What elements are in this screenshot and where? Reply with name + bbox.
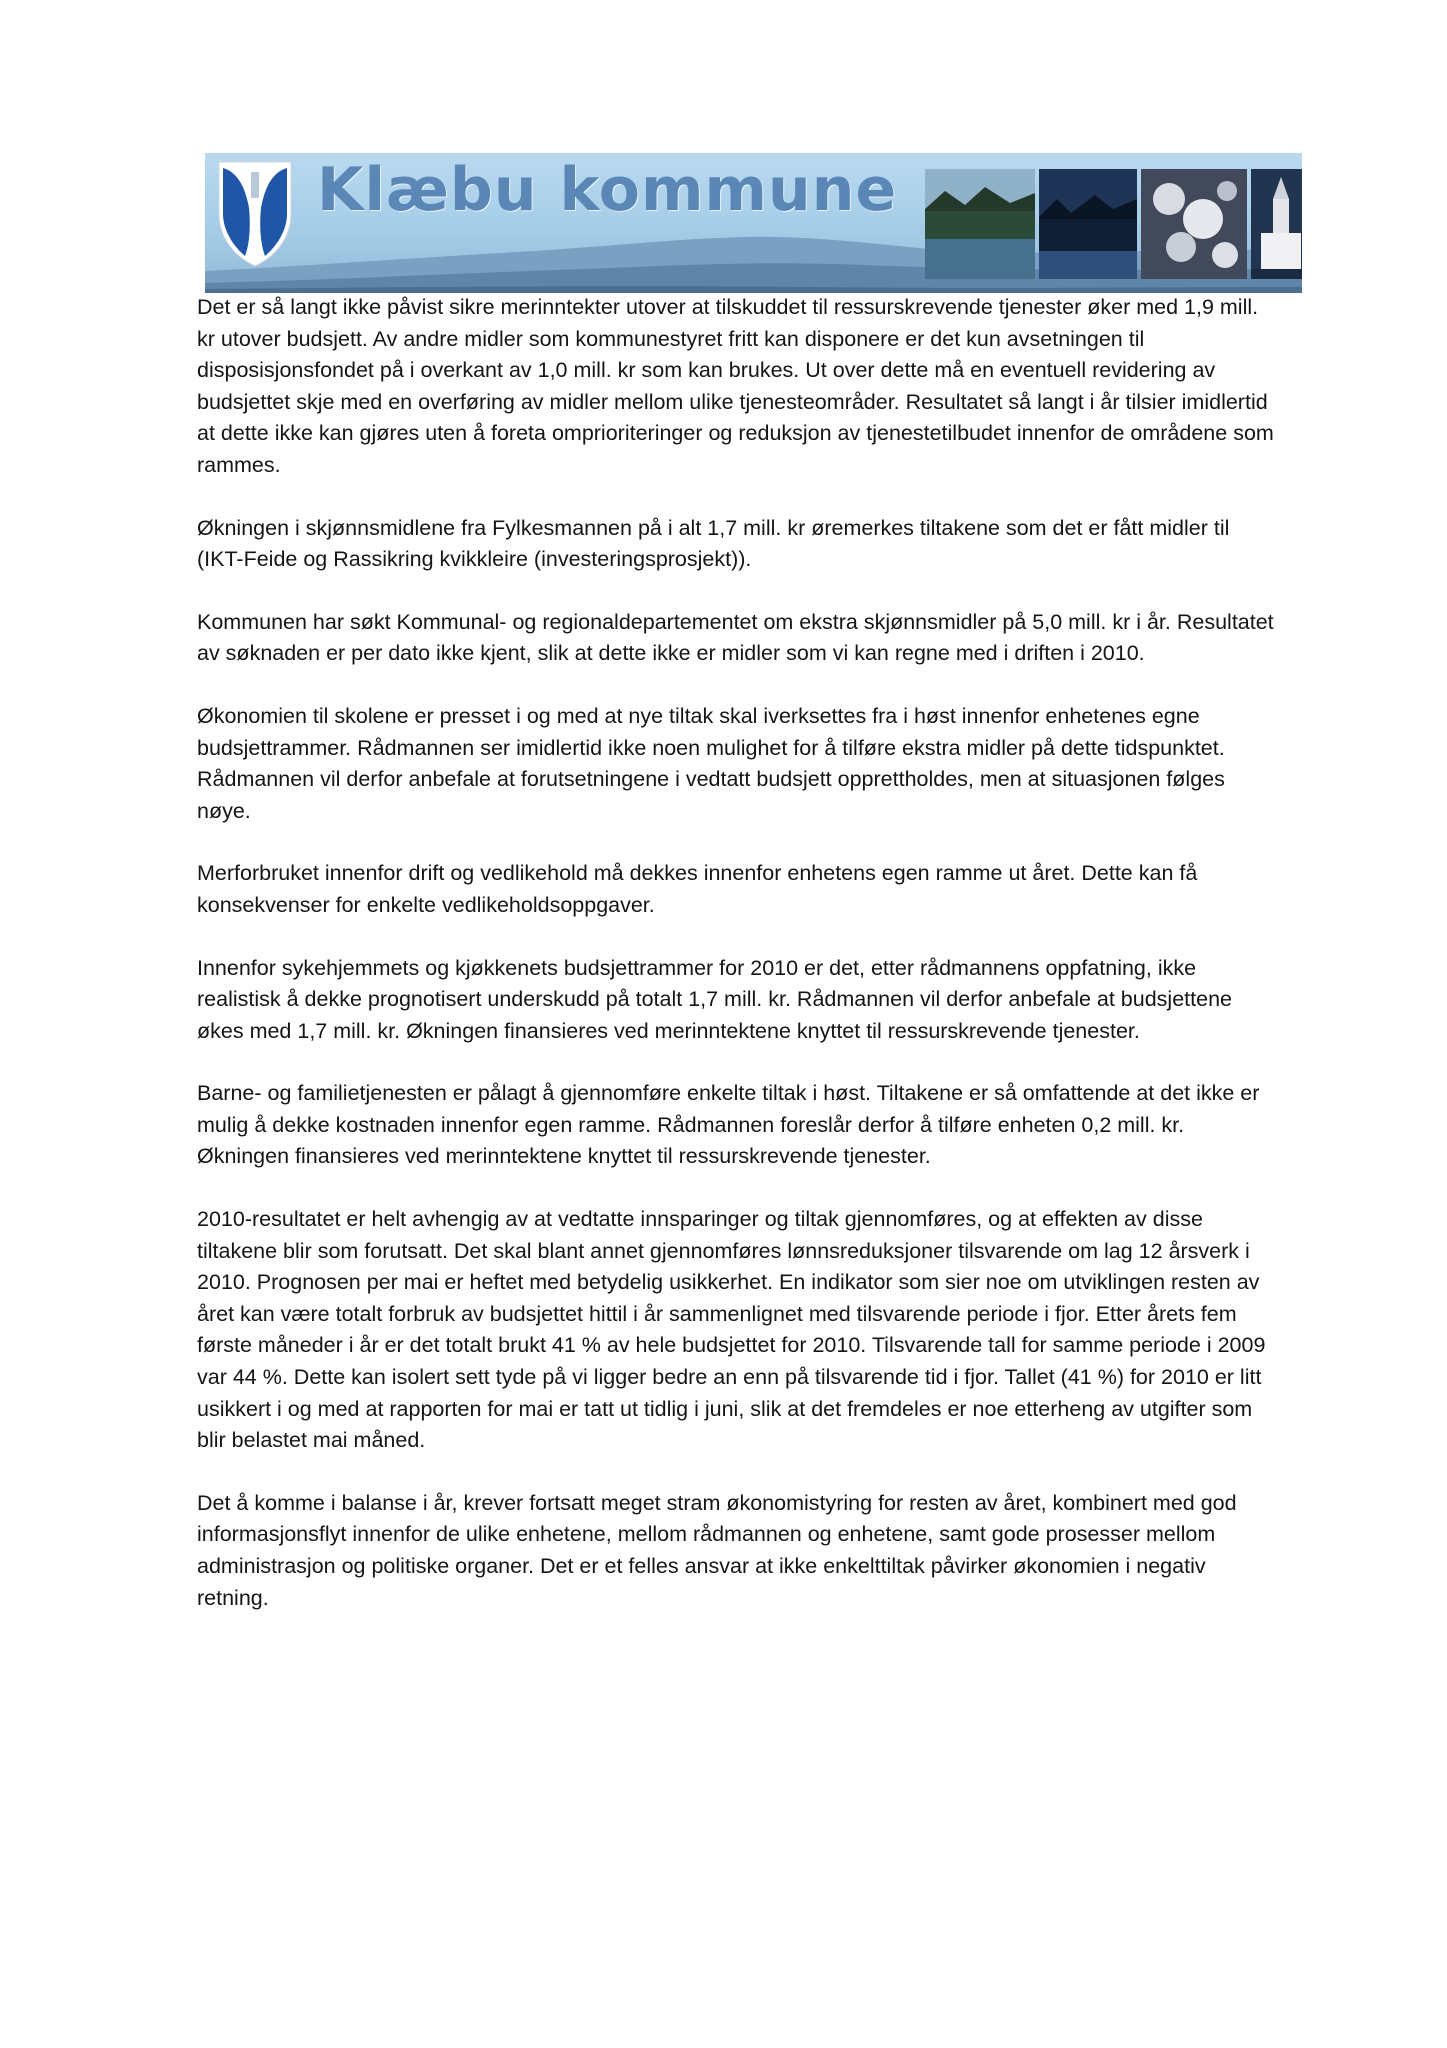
photo-lake-image — [925, 169, 1035, 279]
document-body — [197, 292, 1277, 1614]
body-paragraph: Det å komme i balanse i år, krever fortsatt meget stram økonomistyring for resten av året, kombinert med god informasjonsflyt innenfor de ulike enhetene, mellom rådmannen og enhetene, samt gode prosesser mellom administrasjon og politiske organer. Det er et felles ansvar at ikke enkelttiltak påvirker økonomien i negativ retning. — [197, 1490, 1237, 1610]
municipality-title: Klæbu kommune — [317, 155, 898, 225]
photo-church-image — [1251, 169, 1302, 279]
body-paragraph: Barne- og familietjenesten er pålagt å gjennomføre enkelte tiltak i høst. Tiltakene er så omfattende at det ikke er mulig å dekke kostnaden innenfor egen ramme. Rådmannen foreslår derfor å tilføre enheten 0,2 mill. kr. Økningen finansieres ved merinntektene knyttet til ressurskrevende tjenester. — [197, 1081, 1260, 1169]
coat-of-arms-icon — [215, 158, 295, 268]
header-banner — [205, 153, 1302, 293]
body-paragraph: Økningen i skjønnsmidlene fra Fylkesmannen på i alt 1,7 mill. kr øremerkes tiltakene som det er fått midler til (IKT-Feide og Rassikring kvikkleire (investeringsprosjekt)). — [197, 515, 1230, 572]
body-paragraph: 2010-resultatet er helt avhengig av at vedtatte innsparinger og tiltak gjennomføres, og at effekten av disse tiltakene blir som forutsatt. Det skal blant annet gjennomføres lønnsreduksjoner tilsvarende om lag 12 årsverk i 2010. Prognosen per mai er heftet med betydelig usikkerhet. En indikator som sier noe om utviklingen resten av året kan være totalt forbruk av budsjettet hittil i år sammenlignet med tilsvarende periode i fjor. Etter årets fem første måneder i år er det totalt brukt 41 % av hele budsjettet for 2010. Tilsvarende tall for samme periode i 2009 var 44 %. Dette kan isolert sett tyde på vi ligger bedre an enn på tilsvarende tid i fjor. Tallet (41 %) for 2010 er litt usikkert i og med at rapporten for mai er tatt ut tidlig i juni, slik at det fremdeles er noe etterheng av utgifter som blir belastet mai måned. — [197, 1207, 1266, 1453]
body-paragraph: Økonomien til skolene er presset i og med at nye tiltak skal iverksettes fra i høst innenfor enhetenes egne budsjettrammer. Rådmannen ser imidlertid ikke noen mulighet for å tilføre ekstra midler på dette tidspunktet. Rådmannen vil derfor anbefale at forutsetningene i vedtatt budsjett opprettholdes, men at situasjonen følges nøye. — [197, 703, 1225, 823]
body-paragraph: Innenfor sykehjemmets og kjøkkenets budsjettrammer for 2010 er det, etter rådmannens oppfatning, ikke realistisk å dekke prognotisert underskudd på totalt 1,7 mill. kr. Rådmannen vil derfor anbefale at budsjettene økes med 1,7 mill. kr. Økningen finansieres ved merinntektene knyttet til ressurskrevende tjenester. — [197, 955, 1232, 1043]
photo-flowers-image — [1141, 169, 1247, 279]
body-paragraph: Det er så langt ikke påvist sikre merinntekter utover at tilskuddet til ressurskrevende tjenester øker med 1,9 mill. kr utover budsjett. Av andre midler som kommunestyret fritt kan disponere er det kun avsetningen til disposisjonsfondet på i overkant av 1,0 mill. kr som kan brukes. Ut over dette må en eventuell revidering av budsjettet skje med en overføring av midler mellom ulike tjenesteområder. Resultatet så langt i år tilsier imidlertid at dette ikke kan gjøres uten å foreta omprioriteringer og reduksjon av tjenestetilbudet innenfor de områdene som rammes. — [197, 295, 1274, 477]
body-paragraph: Kommunen har søkt Kommunal- og regionaldepartementet om ekstra skjønnsmidler på 5,0 mill. kr i år. Resultatet av søknaden er per dato ikke kjent, slik at dette ikke er midler som vi kan regne med i driften i 2010. — [197, 609, 1274, 666]
photo-water-image — [1039, 169, 1137, 279]
body-paragraph: Merforbruket innenfor drift og vedlikehold må dekkes innenfor enhetens egen ramme ut året. Dette kan få konsekvenser for enkelte vedlikeholdsoppgaver. — [197, 861, 1198, 917]
